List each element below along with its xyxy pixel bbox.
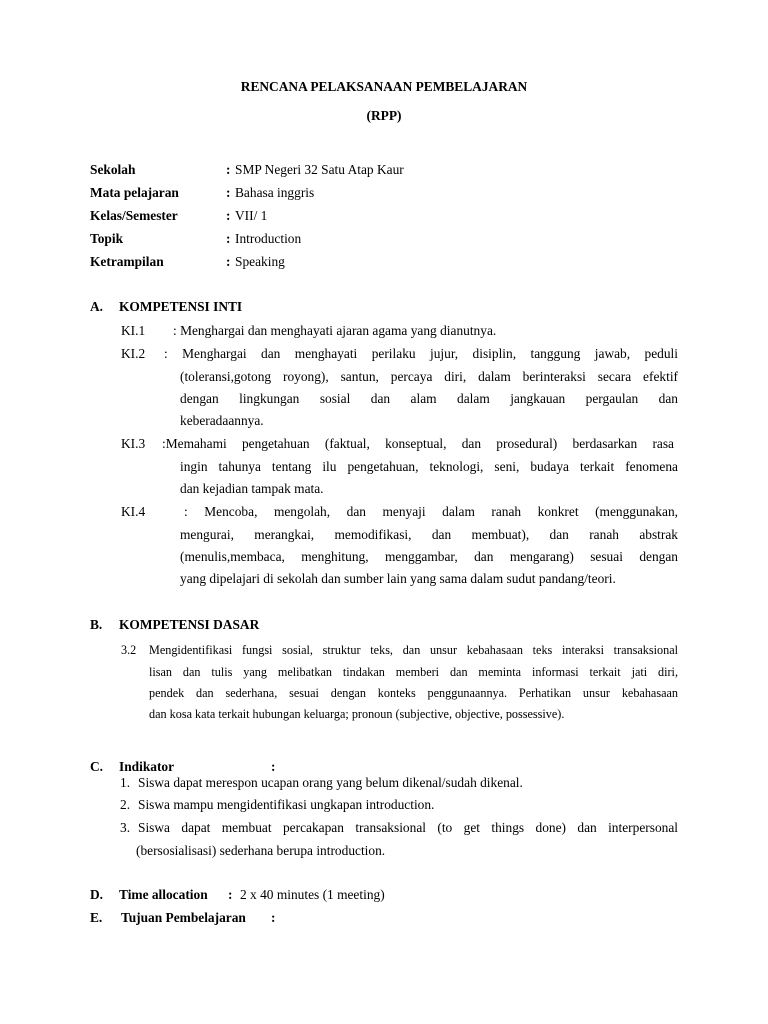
- identity-value: VII/ 1: [235, 208, 268, 223]
- list-item-continued: (bersosialisasi) sederhana berupa introduction.: [136, 843, 386, 858]
- identity-label: Kelas/Semester: [90, 208, 178, 223]
- identity-row-topik: [0, 231, 768, 249]
- section-letter: B.: [90, 617, 103, 632]
- kd-text-line: Mengidentifikasi fungsi sosial, struktur teks, dan unsur kebahasaan teks interaksi transaksional: [149, 643, 678, 657]
- ki-text-line: (menulis,membaca, menghitung, menggambar, dan mengarang) sesuai dengan: [180, 549, 678, 564]
- section-colon: :: [228, 887, 233, 902]
- kd-text-line: pendek dan sederhana, sesuai dengan konteks penggunaannya. Perhatikan unsur kebahasaan: [149, 686, 678, 700]
- ki-text-line: yang dipelajari di sekolah dan sumber lain yang sama dalam sudut pandang/teori.: [180, 571, 616, 586]
- ki-text-line: dan kejadian tampak mata.: [180, 481, 324, 496]
- section-colon: :: [271, 910, 276, 925]
- document-title: RENCANA PELAKSANAAN PEMBELAJARAN: [240, 79, 528, 94]
- list-number: 1.: [120, 775, 131, 790]
- ki-code: KI.4: [121, 504, 146, 519]
- ki-text-line: mengurai, merangkai, memodifikasi, dan membuat), dan ranah abstrak: [180, 527, 678, 542]
- section-letter: C.: [90, 759, 104, 774]
- identity-row-kelas-semester: [0, 208, 768, 226]
- ki-text-line: keberadaannya.: [180, 413, 264, 428]
- list-item: Siswa dapat membuat percakapan transaksional (to get things done) dan interpersonal: [138, 820, 678, 835]
- section-colon: :: [271, 759, 276, 774]
- identity-colon: :: [226, 254, 231, 269]
- section-heading: Tujuan Pembelajaran: [121, 910, 246, 925]
- identity-value: Speaking: [235, 254, 285, 269]
- list-number: 3.: [120, 820, 131, 835]
- section-heading: Indikator: [119, 759, 175, 774]
- identity-label: Sekolah: [90, 162, 136, 177]
- identity-row-ketrampilan: [0, 254, 768, 272]
- time-allocation-value: 2 x 40 minutes (1 meeting): [240, 887, 385, 902]
- ki-text-line: ingin tahunya tentang ilu pengetahuan, teknologi, seni, budaya terkait fenomena: [180, 459, 678, 474]
- document-subtitle: (RPP): [366, 108, 402, 123]
- list-item: Siswa mampu mengidentifikasi ungkapan introduction.: [138, 797, 435, 812]
- identity-label: Mata pelajaran: [90, 185, 179, 200]
- kd-number: 3.2: [121, 643, 137, 657]
- identity-colon: :: [226, 162, 231, 177]
- ki-code: KI.2: [121, 346, 146, 361]
- identity-value: Bahasa inggris: [235, 185, 315, 200]
- ki-text-line: : Menghargai dan menghayati perilaku jujur, disiplin, tanggung jawab, peduli: [164, 346, 678, 361]
- ki-text: : Menghargai dan menghayati ajaran agama yang dianutnya.: [173, 323, 497, 338]
- identity-value: Introduction: [235, 231, 302, 246]
- ki-text-line: (toleransi,gotong royong), santun, percaya diri, dalam berinteraksi secara efektif: [180, 369, 678, 384]
- identity-colon: :: [226, 231, 231, 246]
- identity-label: Topik: [90, 231, 124, 246]
- list-number: 2.: [120, 797, 131, 812]
- identity-label: Ketrampilan: [90, 254, 164, 269]
- identity-colon: :: [226, 208, 231, 223]
- identity-row-sekolah: [0, 162, 768, 180]
- ki-code: KI.1: [121, 323, 146, 338]
- ki-code: KI.3: [121, 436, 146, 451]
- identity-colon: :: [226, 185, 231, 200]
- section-letter: E.: [90, 910, 103, 925]
- kd-text-line: lisan dan tulis yang melibatkan tindakan memberi dan meminta informasi terkait jati diri,: [149, 665, 678, 679]
- section-heading: KOMPETENSI INTI: [119, 299, 243, 314]
- ki-text-line: : Mencoba, mengolah, dan menyaji dalam ranah konkret (menggunakan,: [184, 504, 678, 519]
- ki-text-line: dengan lingkungan sosial dan alam dalam jangkauan pergaulan dan: [180, 391, 678, 406]
- kd-text-line: dan kosa kata terkait hubungan keluarga; pronoun (subjective, objective, possessive).: [149, 707, 565, 721]
- identity-row-mata-pelajaran: [0, 185, 768, 203]
- list-item: Siswa dapat merespon ucapan orang yang belum dikenal/sudah dikenal.: [138, 775, 523, 790]
- section-letter: A.: [90, 299, 104, 314]
- ki-text-line: :Memahami pengetahuan (faktual, konseptual, dan prosedural) berdasarkan rasa: [162, 436, 674, 451]
- section-heading: Time allocation: [119, 887, 208, 902]
- section-heading: KOMPETENSI DASAR: [119, 617, 260, 632]
- section-letter: D.: [90, 887, 104, 902]
- identity-value: SMP Negeri 32 Satu Atap Kaur: [235, 162, 404, 177]
